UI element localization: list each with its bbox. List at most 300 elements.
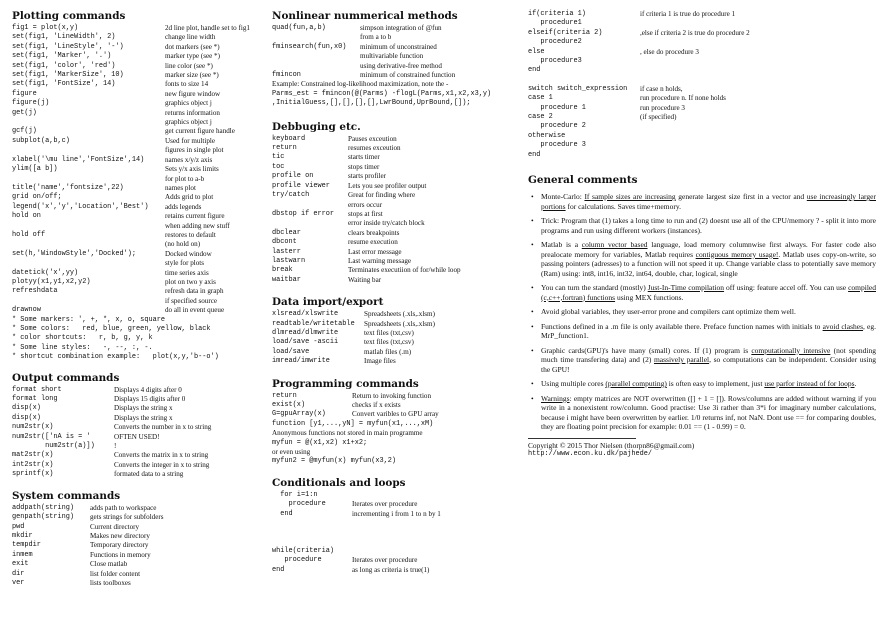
general-comment-item (541, 394, 876, 432)
programming-row (272, 410, 520, 419)
column-3 (528, 10, 876, 460)
plotting-row-code: set(h,'WindowStyle','Docked'); (12, 249, 137, 258)
dataio-row-description: matlab files (.m) (364, 347, 412, 356)
system-row-description: Makes new directory (90, 531, 150, 540)
system-row (12, 513, 268, 522)
dataio-row-description: Spreadsheets (.xls,.xlsm) (364, 319, 435, 328)
debugging-row-code: toc (272, 162, 285, 171)
plotting-row (12, 269, 268, 278)
dataio-row-description: text files (txt,csv) (364, 338, 414, 347)
for-loop-row-description: Iterates over procedure (352, 500, 418, 509)
general-comment-text: , so computations can be independent. Consider using the GPU! (541, 355, 876, 374)
debugging-row-description: Lets you see profiler output (348, 181, 427, 190)
plotting-row-description: get current figure handle (165, 127, 235, 136)
debugging-row-description: clears breakpoints (348, 228, 400, 237)
plotting-row (12, 212, 268, 221)
if-else-row-code: procedure2 (528, 38, 582, 47)
debugging-row-code (272, 219, 348, 228)
general-comment-text: Functions defined in a .m file is only available there. Preface function names with initials to (541, 321, 823, 331)
plotting-row-description: change line width (165, 33, 216, 42)
plotting-row-description: marker type (see *) (165, 52, 220, 61)
general-comment-highlight: column vector based (581, 240, 648, 250)
debugging-row-code: tic (272, 153, 285, 162)
dataio-row-description: Image files (364, 357, 396, 366)
debugging-row-code: profile viewer (272, 181, 330, 190)
plotting-row-code (12, 146, 165, 155)
plotting-row-code: xlabel('\mu line','FontSize',14) (12, 155, 145, 164)
switch-table (528, 85, 876, 160)
nonlinear-row (272, 62, 520, 71)
debugging-row-code: lastwarn (272, 256, 306, 265)
debugging-row-code: profile on (272, 172, 314, 181)
plotting-row-description: if specified source (165, 296, 217, 305)
plotting-row (12, 127, 268, 136)
output-row-description: Converts the integer in x to string (114, 460, 210, 469)
programming-title: Programming commands (272, 377, 419, 390)
plotting-row-description: 2d line plot, handle set to fig1 (165, 24, 250, 32)
plotting-note: * Some markers: ', +, *, x, o, square (12, 315, 165, 324)
general-comment-item (541, 192, 876, 211)
general-comment-item (541, 283, 876, 302)
debugging-row (272, 172, 520, 181)
while-loop-table (272, 547, 520, 575)
plotting-row (12, 259, 268, 268)
nonlinear-row-description: minimum of unconstrained (360, 42, 437, 51)
plotting-row-description: names plot (165, 183, 196, 192)
debugging-row-description: stops timer (348, 162, 380, 171)
debugging-row (272, 257, 520, 266)
debugging-row-code: dbcont (272, 238, 297, 247)
switch-row (528, 113, 876, 122)
while-loop-row-code: procedure (272, 556, 322, 565)
dataio-row-code: load/save (272, 347, 310, 356)
switch-row-code: procedure 3 (528, 141, 586, 150)
plotting-row-description: Docked window (165, 249, 212, 258)
if-else-row (528, 19, 876, 28)
while-loop-row (272, 556, 520, 565)
plotting-row-code: title('name','fontsize',22) (12, 183, 124, 192)
plotting-row (12, 146, 268, 155)
system-row-code: tempdir (12, 541, 41, 550)
output-row-code: num2str(a)]) (12, 442, 95, 451)
dataio-row (272, 329, 520, 338)
general-comment-text: Monte-Carlo: (541, 192, 585, 202)
plotting-row-code: datetick('x',yy) (12, 268, 79, 277)
general-comment-text: Using multiple cores (541, 379, 606, 389)
plotting-row (12, 287, 268, 296)
general-comment-highlight: use increasingly larger portions (541, 192, 876, 211)
nonlinear-example-label: Example: Constrained log-likelihood maximization, note the - (272, 80, 449, 89)
switch-row-description: if case n holds, (640, 84, 683, 93)
plotting-row (12, 118, 268, 127)
system-row (12, 541, 268, 550)
anon-code: myfun = @(x1,x2) x1+x2; (272, 438, 368, 447)
plotting-row-description: graphics object j (165, 118, 212, 127)
nonlinear-row (272, 71, 520, 80)
general-comment-text: using MEX functions. (615, 292, 684, 302)
general-comment-text: Avoid global variables, they user-error prone and compilers cant optimize them well. (541, 307, 796, 317)
plotting-row-code: figure(j) (12, 99, 50, 108)
while-loop-row-description: Iterates over procedure (352, 556, 418, 565)
nonlinear-row-description: minimum of constrained function (360, 71, 456, 80)
general-comment-highlight: massively parallel (653, 355, 710, 365)
output-row-code: format long (12, 395, 58, 404)
debugging-row-description: starts profiler (348, 172, 387, 181)
plotting-row-code: set(fig1, 'color', 'red') (12, 61, 116, 70)
dataio-row-code: readtable/writetable (272, 319, 355, 328)
plotting-row-description: names x/y/z axis (165, 155, 213, 164)
general-comment-text: Trick: Program that (1) takes a long time to run and (2) doesnt use all of the CPU/memory ? - split it into more programs and run using different workers (instances). (541, 216, 876, 235)
plotting-note: * color shortcuts: r, b, g, y, k (12, 334, 153, 343)
debugging-row-description: errors occur (348, 200, 383, 209)
dataio-row-code: load/save -ascii (272, 338, 339, 347)
output-row (12, 395, 268, 404)
programming-row (272, 392, 520, 401)
or-code: myfun2 = @myfun(x) myfun(x3,2) (272, 457, 397, 466)
switch-row-code: procedure 2 (528, 122, 586, 131)
or-note: or even using (272, 448, 311, 457)
footer-url[interactable]: http://www.econ.ku.dk/pajhede/ (528, 450, 653, 459)
switch-row (528, 104, 876, 113)
plotting-note: * Some colors: red, blue, green, yellow, black (12, 325, 211, 333)
switch-row-description: run procedure 3 (640, 103, 685, 112)
system-row-code: exit (12, 560, 29, 569)
switch-row-code: otherwise (528, 131, 566, 140)
general-comment-item (541, 307, 876, 317)
plotting-row-code: plotyy(x1,y1,x2,y2) (12, 277, 91, 286)
switch-row-code: switch switch_expression (528, 84, 628, 93)
plotting-row-description: graphics object j (165, 99, 212, 108)
general-comment-text: Matlab is a (541, 240, 582, 250)
plotting-notes (12, 316, 268, 363)
plotting-row (12, 193, 268, 202)
system-row (12, 579, 268, 588)
system-row (12, 532, 268, 541)
system-row-description: Temporary directory (90, 541, 149, 550)
if-else-row-description: if criteria 1 is true do procedure 1 (640, 10, 736, 18)
plotting-row-description: style for plots (165, 259, 205, 268)
footer-rule (528, 438, 636, 439)
nonlinear-row (272, 24, 520, 33)
output-row (12, 470, 268, 479)
nonlinear-row-code: quad(fun,a,b) (272, 24, 326, 32)
output-row-description: Converts the matrix in x to string (114, 451, 209, 460)
general-comment-highlight: contiguous memory usage! (695, 249, 779, 259)
debugging-row-description: Terminates executiion of for/while loop (348, 266, 461, 275)
programming-row-code: G=gpuArray(x) (272, 410, 326, 419)
output-row-description: ! (114, 442, 117, 451)
output-row-code: disp(x) (12, 404, 41, 413)
debugging-row (272, 229, 520, 238)
for-loop-row (272, 491, 520, 500)
general-comment-item (541, 216, 876, 235)
plotting-row-code (12, 175, 165, 184)
conditionals-title: Conditionals and loops (272, 476, 406, 489)
plotting-row (12, 250, 268, 259)
if-else-row-code: if(criteria 1) (528, 10, 586, 18)
for-loop-row-code: end (272, 509, 293, 518)
plotting-row-code: subplot(a,b,c) (12, 136, 70, 145)
debugging-row-code: lasterr (272, 247, 301, 256)
column-1 (12, 10, 268, 588)
programming-row-code: return (272, 391, 297, 400)
output-row (12, 414, 268, 423)
programming-table (272, 392, 520, 430)
debugging-row-description: Waiting bar (348, 275, 382, 284)
output-row-description: Displays the string x (114, 413, 173, 422)
dataio-table (272, 310, 520, 366)
nonlinear-table (272, 24, 520, 80)
nonlinear-row-description: from a to b (360, 33, 392, 42)
system-row-description: Functions in memory (90, 550, 151, 559)
programming-row (272, 401, 520, 410)
system-row (12, 570, 268, 579)
system-row-code: ver (12, 578, 25, 587)
dataio-row (272, 357, 520, 366)
system-row-description: Current directory (90, 522, 140, 531)
system-row-description: list folder content (90, 569, 141, 578)
debugging-row-description: starts timer (348, 153, 380, 162)
nonlinear-row-code (272, 62, 360, 71)
debugging-row-description: stops at first (348, 209, 383, 218)
dataio-row-code: dlmread/dlmwrite (272, 328, 339, 337)
switch-row-code: end (528, 150, 541, 159)
if-else-table (528, 10, 876, 76)
output-row (12, 451, 268, 460)
dataio-row-code: xlsread/xlswrite (272, 310, 339, 319)
plotting-row-code: drawnow (12, 306, 41, 315)
debugging-row-description: resumes exceution (348, 144, 401, 153)
debugging-row (272, 144, 520, 153)
plotting-row-description: (no hold on) (165, 240, 201, 249)
general-comment-item (541, 322, 876, 341)
debugging-row (272, 201, 520, 210)
plotting-row (12, 71, 268, 80)
general-comment-highlight: avoid clashes (822, 321, 864, 331)
dataio-row (272, 338, 520, 347)
plotting-row (12, 240, 268, 249)
output-row-description: OFTEN USED! (114, 432, 160, 441)
while-loop-row-code: while(criteria) (272, 547, 335, 556)
plotting-row (12, 184, 268, 193)
plotting-row-code: legend('x','y','Location','Best') (12, 202, 149, 211)
plotting-row-code: ylim([a b]) (12, 165, 58, 174)
for-loop-row (272, 510, 520, 519)
plotting-row-description: returns information (165, 108, 220, 117)
plotting-row-code: figure (12, 89, 37, 98)
nonlinear-example-code-1: Parms_est = fmincon(@(Parms) -flogL(Parms,x1,x2,x3,y) (272, 89, 492, 98)
plotting-row (12, 90, 268, 99)
output-title: Output commands (12, 371, 120, 384)
system-row-code: addpath(string) (12, 503, 75, 512)
plotting-row (12, 43, 268, 52)
programming-row-code: function [y1,...,yN] = myfun(x1,...,xM) (272, 419, 434, 428)
debugging-row (272, 248, 520, 257)
plotting-row-description: dot markers (see *) (165, 42, 220, 51)
plotting-row-description: marker size (see *) (165, 71, 219, 80)
nonlinear-row-code: fmincon (272, 71, 301, 80)
system-row-code: dir (12, 569, 25, 578)
plotting-row (12, 24, 268, 33)
plotting-row-code: gcf(j) (12, 127, 37, 136)
debugging-row-description: error inside try/catch block (348, 219, 425, 228)
plotting-row (12, 137, 268, 146)
debugging-row-description: Last error message (348, 247, 402, 256)
plotting-row-code: hold on (12, 212, 41, 221)
plotting-row (12, 203, 268, 212)
switch-row-code: case 1 (528, 94, 553, 103)
switch-row (528, 141, 876, 150)
nonlinear-title: Nonlinear nummerical methods (272, 10, 458, 22)
general-comment-text: , eg. MrP_function1. (541, 321, 876, 341)
plotting-row-code: refreshdata (12, 287, 58, 296)
switch-row (528, 132, 876, 141)
general-comment-item (541, 379, 876, 389)
nonlinear-row-code (272, 52, 360, 61)
plotting-row (12, 156, 268, 165)
general-comment-text: (not spending much time transfering data) and (2) (541, 345, 876, 365)
debugging-row-code: return (272, 144, 297, 153)
output-row-description: Displays 4 digits after 0 (114, 385, 182, 394)
if-else-row-code: else (528, 47, 545, 56)
switch-row-description: (if specified) (640, 113, 677, 122)
general-comment-text: : empty matrices are NOT overwritten ([] + 1 = []). Rows/columns are added without warning if you write in a nonexistent row/column. Good practise: Use 3i rather than 3*i for imaginary number calculations, because i might have been overwritten by earlier. 1/0 returns inf, not NaN. Dont use == for comparing doubles, they are floating point precision for example: 0.01 == (1 - 0.99) = 0. (541, 393, 876, 432)
debugging-row (272, 153, 520, 162)
debugging-row-code: dbclear (272, 228, 301, 237)
output-row-code: sprintf(x) (12, 470, 54, 479)
while-loop-row-description: as long as criteria is true(1) (352, 565, 430, 574)
system-row-code: genpath(string) (12, 513, 75, 522)
plotting-row-description: for plot to a-b (165, 174, 205, 183)
general-comment-item (541, 346, 876, 375)
output-row-code: format short (12, 385, 62, 394)
plotting-row-description: new figure window (165, 89, 221, 98)
debugging-title: Debbuging etc. (272, 120, 361, 133)
debugging-row (272, 191, 520, 200)
if-else-row-description: , else do procedure 3 (640, 47, 699, 56)
system-row-code: mkdir (12, 531, 33, 540)
plotting-row-code (12, 297, 165, 306)
plotting-row-description: restores to default (165, 230, 216, 239)
output-row (12, 461, 268, 470)
switch-row-description: run procedure n. If none holds (640, 94, 726, 103)
plotting-row-description: Used for multiple (165, 136, 216, 145)
if-else-row (528, 38, 876, 47)
column-2 (272, 10, 520, 575)
plotting-row-description: when adding new stuff (165, 221, 230, 230)
plotting-title: Plotting commands (12, 10, 126, 22)
plotting-row-description: plot on two y axis (165, 277, 216, 286)
programming-row-code: exist(x) (272, 401, 306, 409)
while-loop-row (272, 547, 520, 556)
output-row-code: num2str(x) (12, 423, 54, 432)
output-row-code: disp(x) (12, 413, 41, 422)
plotting-row-code: fig1 = plot(x,y) (12, 24, 79, 32)
nonlinear-row-description: multivariable function (360, 52, 424, 61)
general-comments-list (528, 192, 876, 432)
switch-row-code: case 2 (528, 113, 553, 122)
general-comment-text: . (854, 379, 857, 389)
output-row (12, 433, 268, 442)
system-row-description: Close matlab (90, 560, 128, 569)
nonlinear-row-code (272, 33, 360, 42)
general-comment-highlight: computationally intensive (751, 345, 831, 355)
debugging-row (272, 276, 520, 285)
general-comment-highlight: (parallel computing) (605, 379, 667, 389)
for-loop-row-code: for i=1:n (272, 490, 318, 499)
general-comment-text: You can turn the standard (mostly) (541, 283, 648, 293)
nonlinear-row-code: fminsearch(fun,x0) (272, 42, 347, 51)
output-row (12, 404, 268, 413)
debugging-row (272, 266, 520, 275)
plotting-row (12, 62, 268, 71)
plotting-row-code (12, 118, 165, 127)
plotting-row (12, 306, 268, 315)
general-comment-text: for calculations. Saves time+memory. (565, 201, 681, 211)
switch-row (528, 85, 876, 94)
dataio-row-description: text files (txt,csv) (364, 328, 414, 337)
dataio-row (272, 348, 520, 357)
plotting-row-code (12, 222, 165, 231)
plotting-row-code: set(fig1, 'LineStyle', '-') (12, 42, 124, 51)
general-comment-text: generate largest size first in a vector and (675, 192, 807, 202)
plotting-row-code: set(fig1, 'FontSize', 14) (12, 80, 116, 89)
general-comment-text: is often easy to implement, just (666, 379, 765, 389)
plotting-row-description: fonts to size 14 (165, 80, 209, 89)
dataio-row-description: Spreadsheets (.xls,.xlsm) (364, 310, 435, 319)
general-title: General comments (528, 174, 638, 187)
footer-copyright: Copyright © 2015 Thor Nielsen (thorpn86@gmail.com) (528, 440, 695, 450)
debugging-row (272, 238, 520, 247)
system-row (12, 523, 268, 532)
debugging-row-description: Last warning message (348, 256, 412, 265)
system-row (12, 504, 268, 513)
plotting-row-description: Adds grid to plot (165, 193, 214, 202)
plotting-row-description: figures in single plot (165, 146, 224, 155)
for-loop-table (272, 491, 520, 519)
plotting-row (12, 231, 268, 240)
plotting-row-code (12, 240, 165, 249)
output-row (12, 442, 268, 451)
debugging-row-code: dbstop if error (272, 209, 335, 218)
plotting-row-code: set(fig1, 'MarkerSize', 10) (12, 71, 124, 80)
switch-row (528, 94, 876, 103)
plotting-row-description: Sets y/x axis limits (165, 165, 219, 174)
general-comment-text: off using: feature accel off. You can use (724, 283, 849, 293)
output-row-description: formated data to a string (114, 470, 184, 479)
system-row-description: gets strings for subfolders (90, 513, 164, 522)
general-comment-highlight: If sample sizes are increasing (584, 192, 676, 202)
debugging-row-description: Great for finding where (348, 191, 416, 200)
general-comment-text: language, load memory columnwise first always. For faster code also prealocate memory for variables, Matlab requires (541, 240, 877, 259)
system-row (12, 560, 268, 569)
system-title: System commands (12, 489, 121, 502)
general-comment-highlight: Warnings (541, 393, 570, 403)
dataio-row-code: imread/imwrite (272, 357, 330, 366)
debugging-row-code (272, 201, 348, 210)
debugging-row (272, 135, 520, 144)
plotting-note: * Some line styles: -, --, :, -. (12, 343, 153, 352)
plotting-row-code: hold off (12, 230, 46, 239)
debugging-row (272, 163, 520, 172)
debugging-row-code: keyboard (272, 134, 306, 143)
debugging-row (272, 182, 520, 191)
nonlinear-row (272, 52, 520, 61)
output-row (12, 423, 268, 432)
plotting-row-code: set(fig1, 'Marker', '.') (12, 52, 112, 61)
if-else-row-code: procedure3 (528, 57, 582, 66)
debugging-row-description: resume execution (348, 238, 398, 247)
